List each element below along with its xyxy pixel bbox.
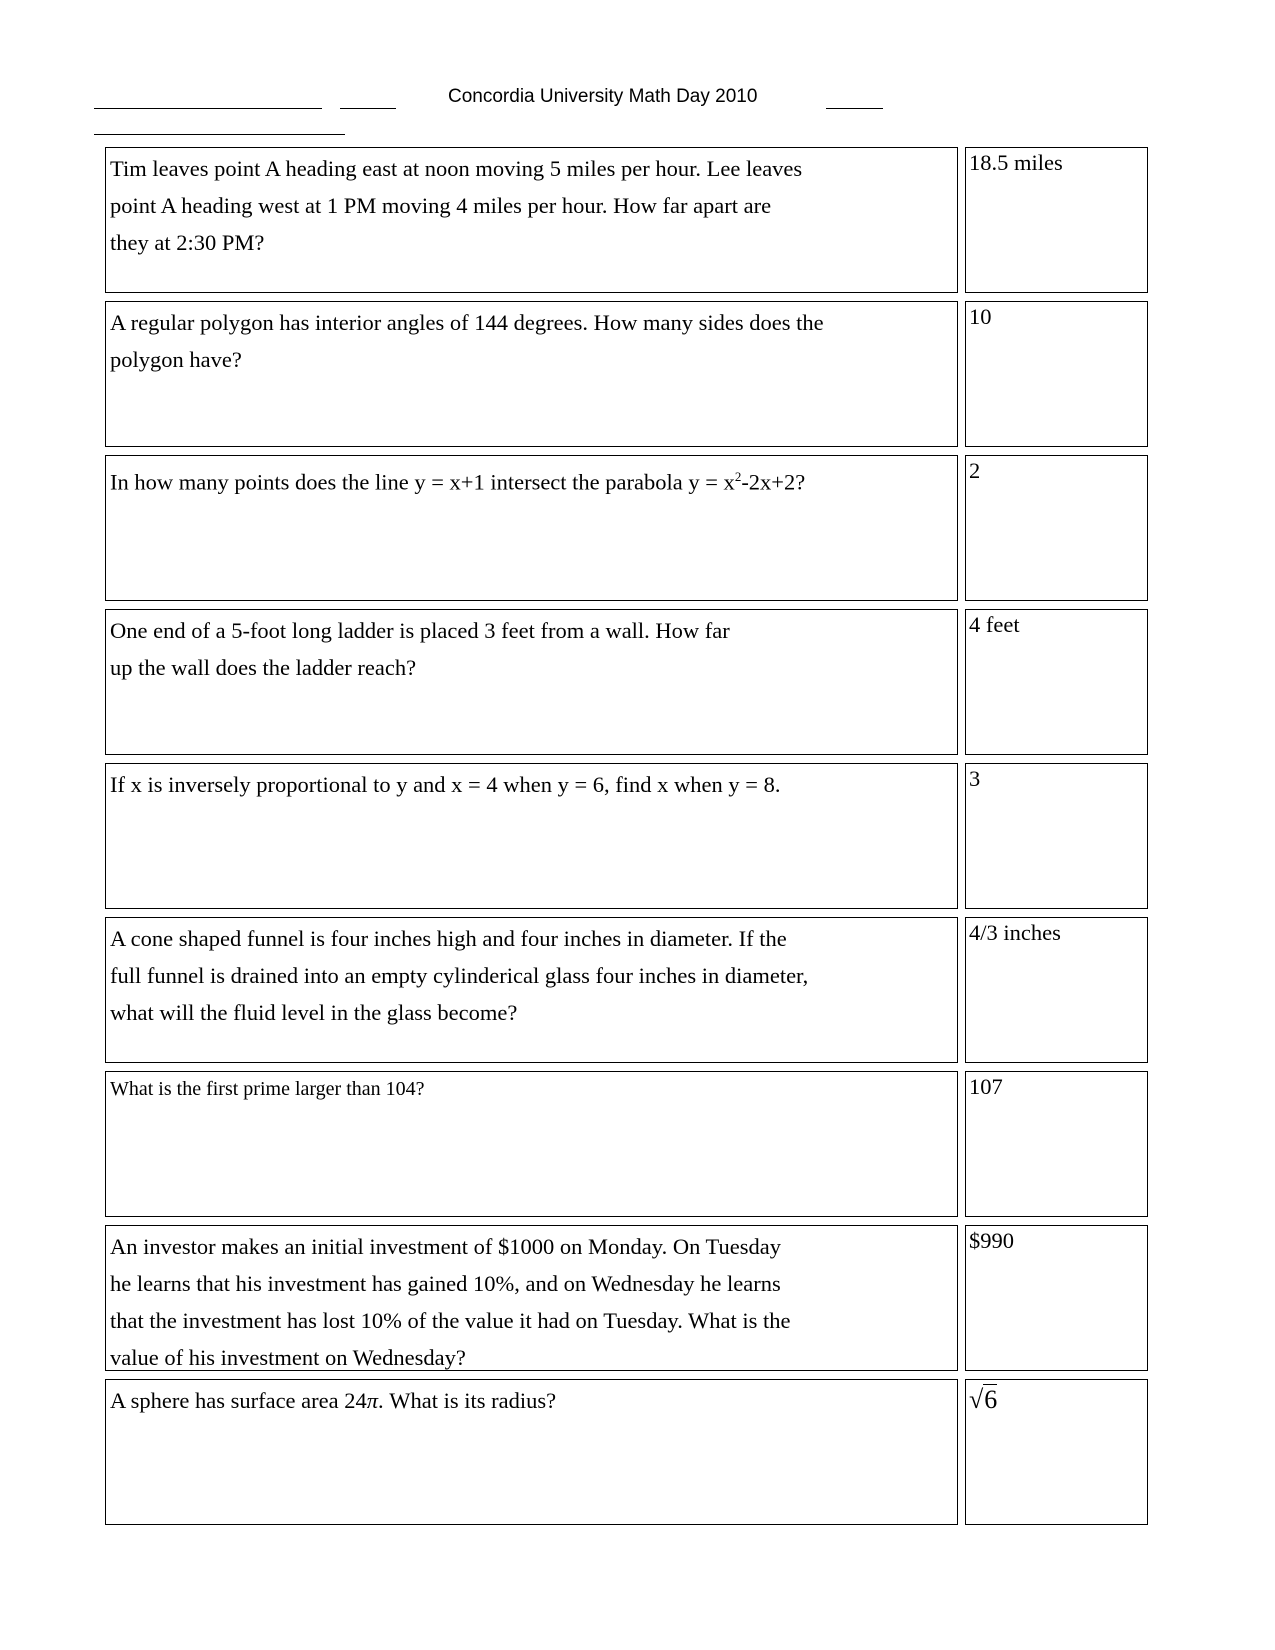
pi-symbol: π <box>366 1388 379 1413</box>
answer-box: $990 <box>965 1225 1148 1371</box>
answer-box <box>965 1379 1148 1525</box>
question-row <box>105 455 1148 609</box>
answer-box: 2 <box>965 455 1148 601</box>
question-text-tail: . What is its radius? <box>378 1388 557 1413</box>
question-text-main: In how many points does the line y = x+1 intersect the parabola y = x <box>110 469 735 495</box>
question-text: Tim leaves point A heading east at noon moving 5 miles per hour. Lee leaves point A heading west at 1 PM moving 4 miles per hour. How far apart are they at 2:30 PM? <box>105 147 958 293</box>
question-table <box>105 147 1148 1533</box>
exponent: 2 <box>734 469 742 484</box>
question-text: If x is inversely proportional to y and x = 4 when y = 6, find x when y = 8. <box>105 763 958 909</box>
question-row <box>105 147 1148 301</box>
question-text-tail: -2x+2? <box>741 469 806 495</box>
question-row <box>105 1071 1148 1225</box>
question-text: One end of a 5-foot long ladder is placed 3 feet from a wall. How far up the wall does the ladder reach? <box>105 609 958 755</box>
page-title: Concordia University Math Day 2010 <box>448 86 758 107</box>
score-blank-line <box>826 108 883 109</box>
name-blank-line <box>94 108 322 109</box>
question-text: An investor makes an initial investment of $1000 on Monday. On Tuesday he learns that his investment has gained 10%, and on Wednesday he learns that the investment has lost 10% of the value it had on Tuesday. What is the value of his investment on Wednesday? <box>105 1225 958 1371</box>
question-text: What is the first prime larger than 104? <box>105 1071 958 1217</box>
question-text: A cone shaped funnel is four inches high and four inches in diameter. If the full funnel is drained into an empty cylinderical glass four inches in diameter, what will the fluid level in the glass become? <box>105 917 958 1063</box>
answer-box: 4 feet <box>965 609 1148 755</box>
answer-box: 3 <box>965 763 1148 909</box>
question-row <box>105 763 1148 917</box>
question-row <box>105 1379 1148 1533</box>
question-row <box>105 301 1148 455</box>
question-row <box>105 1225 1148 1379</box>
question-text: A regular polygon has interior angles of 144 degrees. How many sides does the polygon have? <box>105 301 958 447</box>
question-text <box>105 1379 958 1525</box>
radical-sign: √ <box>969 1385 984 1414</box>
answer-box: 18.5 miles <box>965 147 1148 293</box>
question-text <box>105 455 958 601</box>
short-blank-line <box>340 108 396 109</box>
school-blank-line <box>94 134 345 135</box>
answer-box: 10 <box>965 301 1148 447</box>
answer-box: 4/3 inches <box>965 917 1148 1063</box>
question-row <box>105 609 1148 763</box>
answer-box: 107 <box>965 1071 1148 1217</box>
question-row <box>105 917 1148 1071</box>
radicand: 6 <box>984 1385 998 1414</box>
question-text-main: A sphere has surface area 24 <box>110 1388 367 1413</box>
square-root-answer <box>969 1385 997 1415</box>
